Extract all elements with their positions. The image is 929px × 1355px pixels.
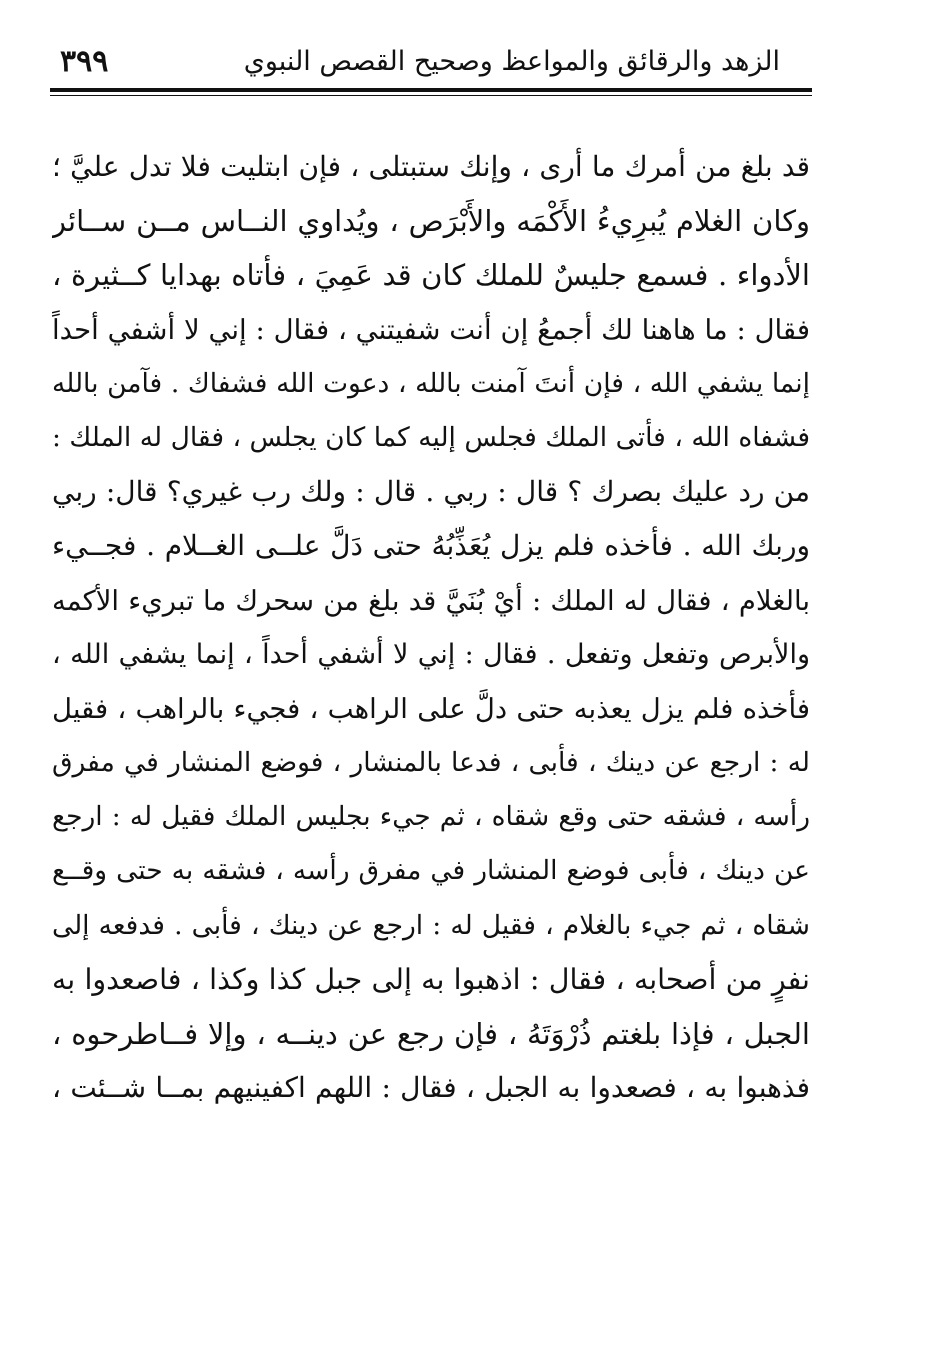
text-line: بالغلام ، فقال له الملك : أيْ بُنَيَّ قد بلغ من سحرك ما تبريء الأكمه	[52, 584, 810, 617]
page-number: ٣٩٩	[60, 44, 109, 79]
text-line: نفرٍ من أصحابه ، فقال : اذهبوا به إلى جبل كذا وكذا ، فاصعدوا به	[52, 962, 810, 996]
body-text	[52, 140, 810, 1115]
text-line: رأسه ، فشقه حتى وقع شقاه ، ثم جيء بجليس الملك فقيل له : ارجع	[52, 801, 810, 833]
text-line: الأدواء . فسمع جليسٌ للملك كان قد عَمِيَ ، فأتاه بهدايا كــثيرة ،	[52, 258, 810, 293]
text-line: فأخذه فلم يزل يعذبه حتى دلَّ على الراهب ، فجيء بالراهب ، فقيل	[52, 692, 810, 725]
text-line: وكان الغلام يُبرِيءُ الأَكْمَه والأَبْرَص ، ويُداوي النــاس مــن ســائر	[52, 204, 810, 239]
text-line: شقاه ، ثم جيء بالغلام ، فقيل له : ارجع عن دينك ، فأبى . فدفعه إلى	[52, 909, 810, 941]
book-title: الزهد والرقائق والمواعظ وصحيح القصص النبوي	[243, 46, 780, 77]
header-divider-thin	[50, 95, 812, 96]
text-line: قد بلغ من أمرك ما أرى ، وإنك ستبتلى ، فإن ابتليت فلا تدل عليَّ ؛	[52, 150, 810, 183]
text-line: الجبل ، فإذا بلغتم ذُرْوَتَهُ ، فإن رجع عن دينــه ، وإلا فــاطرحوه ،	[52, 1017, 810, 1051]
text-line: فقال : ما هاهنا لك أجمعُ إن أنت شفيتني ، فقال : إني لا أشفي أحداً	[52, 313, 810, 346]
running-header	[50, 40, 810, 84]
header-divider-thick	[50, 88, 812, 92]
text-line: عن دينك ، فأبى فوضع المنشار في مفرق رأسه ، فشقه به حتى وقــع	[52, 855, 810, 887]
text-line: من رد عليك بصرك ؟ قال : ربي . قال : ولك رب غيري؟ قال: ربي	[52, 475, 810, 509]
text-line: فشفاه الله ، فأتى الملك فجلس إليه كما كان يجلس ، فقال له الملك :	[52, 421, 810, 453]
text-line: إنما يشفي الله ، فإن أنتَ آمنت بالله ، دعوت الله فشفاك . فآمن بالله	[52, 367, 810, 399]
text-line: وربك الله . فأخذه فلم يزل يُعَذِّبُهُ حتى دَلَّ علــى الغــلام . فجــيء	[52, 529, 810, 563]
text-line: له : ارجع عن دينك ، فأبى ، فدعا بالمنشار ، فوضع المنشار في مفرق	[52, 747, 810, 779]
text-line: والأبرص وتفعل وتفعل . فقال : إني لا أشفي أحداً ، إنما يشفي الله ،	[52, 638, 810, 670]
text-line: فذهبوا به ، فصعدوا به الجبل ، فقال : اللهم اكفينيهم بمــا شــئت ،	[52, 1071, 810, 1105]
